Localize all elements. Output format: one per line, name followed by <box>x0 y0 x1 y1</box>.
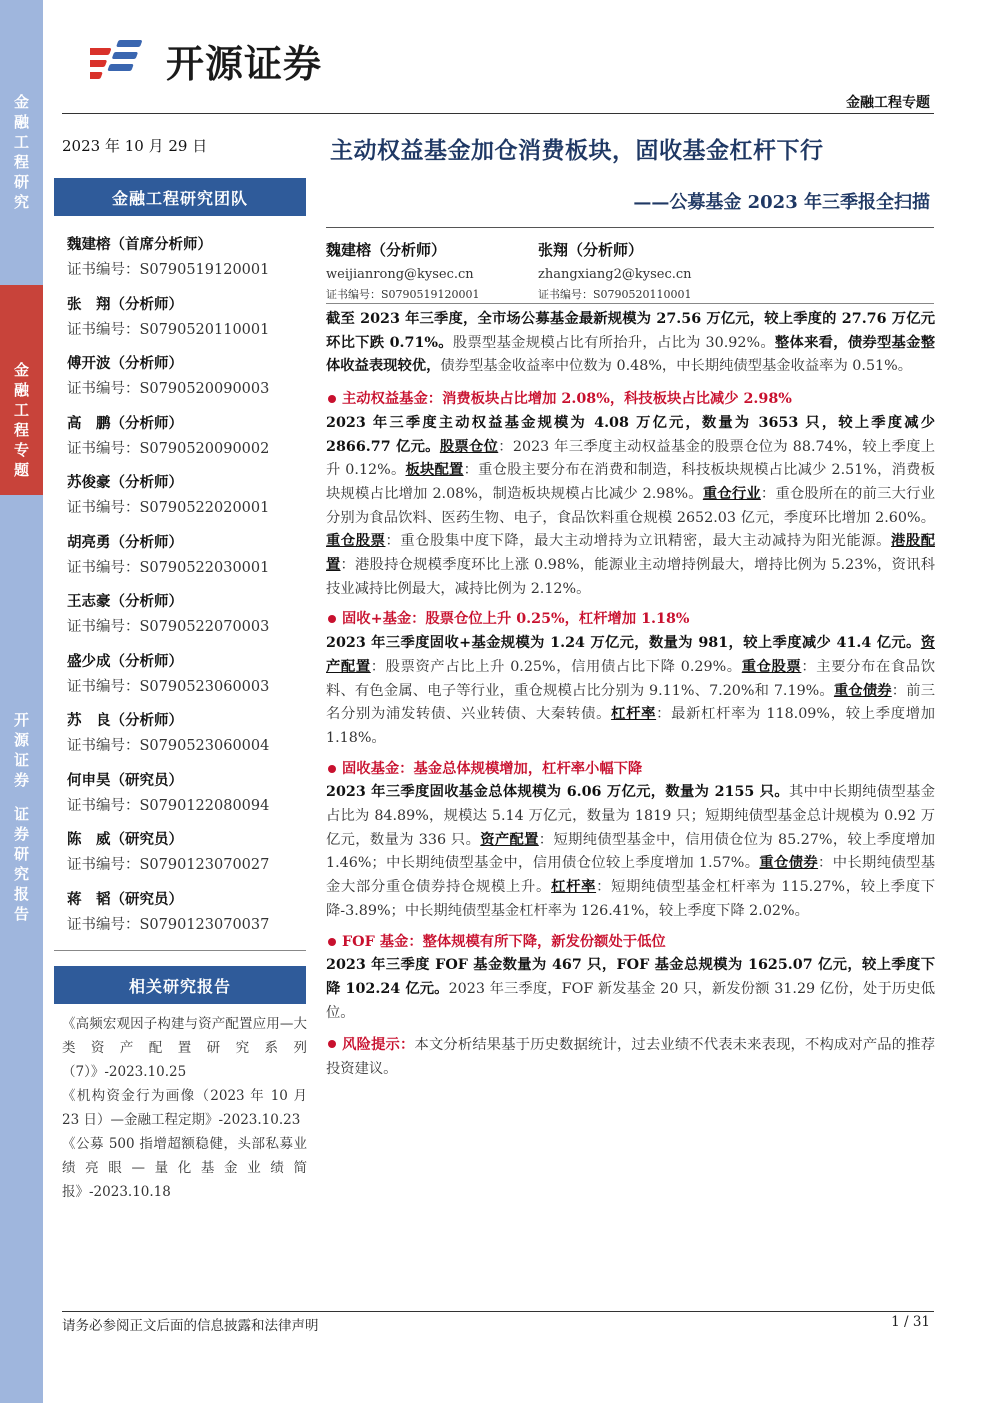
keyword-stock-position: 股票仓位 <box>439 438 499 455</box>
team-member-name: 胡亮勇（分析师） <box>67 533 183 551</box>
team-member <box>67 471 307 531</box>
header-divider <box>62 113 934 114</box>
related-report-item[interactable]: 《机构资金行为画像（2023 年 10 月 23 日）—金融工程定期》-2023.10.23 <box>62 1088 307 1128</box>
team-member <box>67 531 307 591</box>
team-member <box>67 590 307 650</box>
fixed-plus-bold: 2023 年三季度固收+基金规模为 1.24 万亿元，数量为 981，较上季度减少 41.4 亿元。 <box>326 635 921 652</box>
team-member-cert: 证书编号：S0790123070027 <box>67 857 270 873</box>
team-member <box>67 828 307 888</box>
fixed-text: 其中中长期纯债型基金占比为 84.89%，规模达 5.14 万亿元，数量为 1819 只；短期纯债型基金总计规模为 0.92 万亿元，数量为 336 只。 <box>326 784 936 848</box>
team-member-cert: 证书编号：S0790520110001 <box>67 321 270 338</box>
bullet-icon <box>328 395 336 403</box>
logo-text: 开源证券 <box>166 42 323 86</box>
author-cert: 证书编号：S0790520110001 <box>538 288 692 301</box>
related-report-item[interactable]: 《高频宏观因子构建与资产配置应用—大类资产配置研究系列（7）》-2023.10.25 <box>62 1016 307 1080</box>
team-member-name: 苏 良（分析师） <box>67 712 183 729</box>
team-member <box>67 412 307 472</box>
report-subtitle: ——公募基金 2023 年三季报全扫描 <box>633 192 930 213</box>
team-member-cert: 证书编号：S0790522030001 <box>67 559 270 576</box>
keyword-hk-stocks: 港股配置 <box>326 533 936 574</box>
section-heading-fixed <box>326 758 935 782</box>
team-member <box>67 293 307 353</box>
team-member <box>67 888 307 948</box>
fof-text: 2023 年三季度，FOF 新发基金 20 只，新发份额 31.29 亿份，处于历史低位。 <box>326 980 935 1021</box>
page-number: 1 / 31 <box>891 1314 930 1330</box>
team-member-name: 王志豪（分析师） <box>67 593 183 610</box>
intro-bold: 截至 2023 年三季度，全市场公募基金最新规模为 27.56 万亿元，较上季度的 27.76 万亿元环比下跌 0.71%。 <box>326 311 935 351</box>
author-card <box>538 238 753 303</box>
footer-divider <box>62 1311 934 1312</box>
related-reports-list <box>62 1012 307 1204</box>
fof-paragraph <box>326 954 935 1025</box>
strip-label-report: 开 源 证 券 证 券 研 究 报 告 <box>0 495 43 1403</box>
keyword-asset-allocation: 资产配置 <box>326 635 935 675</box>
team-member-cert: 证书编号：S0790522020001 <box>67 500 270 516</box>
team-member-name: 高 鹏（分析师） <box>67 414 183 432</box>
author-divider <box>326 303 934 304</box>
team-member-cert: 证书编号：S0790519120001 <box>67 262 270 278</box>
team-list <box>67 233 307 947</box>
section-heading-text: 固收基金：基金总体规模增加，杠杆率小幅下降 <box>342 760 643 777</box>
team-member-name: 何申昊（研究员） <box>67 771 183 789</box>
equity-bold: 2023 年三季度主动权益基金规模为 4.08 万亿元，数量为 3653 只，较上季度减少 2866.77 亿元。 <box>326 414 935 455</box>
fixed-plus-text: ：最新杠杆率为 118.09%，较上季度增加 1.18%。 <box>326 706 936 746</box>
team-member-cert: 证书编号：S0790522070003 <box>67 619 270 635</box>
report-category: 金融工程专题 <box>846 95 930 111</box>
keyword-industry: 重仓行业 <box>702 485 761 502</box>
report-title: 主动权益基金加仓消费板块，固收基金杠杆下行 <box>330 137 824 164</box>
keyword-top-bonds: 重仓债券 <box>759 855 819 872</box>
equity-text: ：港股持仓规模季度环比上涨 0.98%，能源业主动增持例最大，增持比例为 5.23%，资讯科技业减持比例最大，减持比例为 2.12%。 <box>326 557 936 597</box>
equity-text: ：2023 年三季度主动权益基金的股票仓位为 88.74%，较上季度上升 0.12%。 <box>326 438 935 479</box>
equity-text: ：重仓股所在的前三大行业分别为食品饮料、医药生物、电子，食品饮料重仓规模 2652.03 亿元，季度环比增加 2.60%。 <box>326 485 935 526</box>
fixed-plus-paragraph <box>326 632 935 751</box>
team-member <box>67 233 307 293</box>
author-name: 张翔（分析师） <box>538 241 644 259</box>
footer-disclaimer: 请务必参阅正文后面的信息披露和法律声明 <box>62 1318 319 1334</box>
author-name: 魏建榕（分析师） <box>326 241 447 259</box>
related-report-item[interactable]: 《公募 500 指增超额稳健，头部私募业绩亮眼—量化基金业绩简报》-2023.10.18 <box>62 1136 307 1200</box>
fixed-plus-text: ：股票资产占比上升 0.25%，信用债占比下降 0.29%。 <box>370 658 742 675</box>
equity-paragraph <box>326 412 935 602</box>
fixed-plus-text: ：主要分布在食品饮料、有色金属、电子等行业，重仓规模占比分别为 9.11%、7.20%和 7.19%。 <box>326 658 936 699</box>
team-member <box>67 769 307 829</box>
team-member-name: 陈 威（研究员） <box>67 831 183 848</box>
keyword-top-stocks: 重仓股票 <box>326 533 386 550</box>
related-heading: 相关研究报告 <box>54 966 306 1004</box>
team-member <box>67 650 307 710</box>
section-heading-fof <box>326 931 935 955</box>
team-heading: 金融工程研究团队 <box>54 178 306 216</box>
team-member-name: 盛少成（分析师） <box>67 652 183 670</box>
fixed-bold: 2023 年三季度固收基金总体规模为 6.06 万亿元，数量为 2155 只。 <box>326 784 789 801</box>
fof-bold: 2023 年三季度 FOF 基金数量为 467 只，FOF 基金总规模为 1625.07 亿元，较上季度下降 102.24 亿元。 <box>326 957 935 997</box>
team-member-name: 傅开波（分析师） <box>67 355 183 372</box>
strip-label-topic: 金 融 工 程 专 题 <box>0 285 43 495</box>
risk-text: 本文分析结果基于历史数据统计，过去业绩不代表未来表现，不构成对产品的推荐投资建议。 <box>326 1037 935 1078</box>
team-member-name: 蒋 韬（研究员） <box>67 890 183 908</box>
fixed-paragraph <box>326 781 935 923</box>
risk-paragraph <box>326 1034 935 1081</box>
bullet-icon <box>328 1040 336 1048</box>
fixed-plus-text: ：前三名分别为浦发转债、兴业转债、大秦转债。 <box>326 682 936 723</box>
equity-text: ：重仓股主要分布在消费和制造，科技板块规模占比减少 2.51%，消费板块规模占比增加 2.08%，制造板块规模占比减少 2.98%。 <box>326 462 935 502</box>
intro-text: 股票型基金规模占比有所抬升，占比为 30.92%。 <box>452 334 775 351</box>
intro-paragraph <box>326 308 935 379</box>
title-divider <box>326 227 934 228</box>
keyword-top-stocks: 重仓股票 <box>741 658 802 675</box>
risk-label: 风险提示： <box>342 1037 415 1054</box>
team-member-name: 魏建榕（首席分析师） <box>67 236 212 253</box>
team-divider <box>54 950 306 951</box>
keyword-asset-allocation: 资产配置 <box>480 831 539 848</box>
fixed-text: ：中长期纯债型基金大部分重仓债券持仓规模上升。 <box>326 855 935 896</box>
keyword-leverage: 杠杆率 <box>551 879 597 896</box>
keyword-leverage: 杠杆率 <box>611 706 657 723</box>
team-member-cert: 证书编号：S0790123070037 <box>67 916 270 933</box>
fixed-text: ：短期纯债型基金中，信用债仓位为 85.27%，较上季度增加 1.46%；中长期纯债型基金中，信用债仓位较上季度增加 1.57%。 <box>326 831 935 872</box>
author-card <box>326 238 541 303</box>
team-member <box>67 352 307 412</box>
team-member-cert: 证书编号：S0790520090002 <box>67 440 270 457</box>
bullet-icon <box>328 765 336 773</box>
team-member-cert: 证书编号：S0790520090003 <box>67 381 270 397</box>
team-member-name: 张 翔（分析师） <box>67 295 183 313</box>
fixed-text: ：短期纯债型基金杠杆率为 115.27%，较上季度下降-3.89%；中长期纯债型基金杠杆率为 126.41%，较上季度下降 2.02%。 <box>326 879 936 919</box>
section-heading-equity <box>326 388 935 412</box>
team-member <box>67 709 307 769</box>
team-member-cert: 证书编号：S0790122080094 <box>67 797 270 814</box>
team-member-name: 苏俊豪（分析师） <box>67 474 183 491</box>
bullet-icon <box>328 615 336 623</box>
keyword-sector: 板块配置 <box>405 462 464 479</box>
team-member-cert: 证书编号：S0790523060004 <box>67 738 270 754</box>
section-heading-text: 主动权益基金：消费板块占比增加 2.08%，科技板块占比减少 2.98% <box>342 391 792 408</box>
intro-bold: 整体来看，债券型基金整体收益表现较优， <box>326 334 936 375</box>
intro-text: 债券型基金收益率中位数为 0.48%，中长期纯债型基金收益率为 0.51%。 <box>440 358 913 375</box>
report-summary <box>326 308 935 1082</box>
author-cert: 证书编号：S0790519120001 <box>326 288 480 301</box>
report-date: 2023 年 10 月 29 日 <box>62 137 208 155</box>
author-email[interactable]: weijianrong@kysec.cn <box>326 267 474 282</box>
bullet-icon <box>328 938 336 946</box>
team-member-cert: 证书编号：S0790523060003 <box>67 678 270 695</box>
logo-mark-icon <box>90 36 156 86</box>
author-email[interactable]: zhangxiang2@kysec.cn <box>538 267 692 282</box>
keyword-top-bonds: 重仓债券 <box>833 682 892 699</box>
strip-label-research: 金 融 工 程 研 究 <box>0 0 43 285</box>
section-heading-fixed-plus <box>326 608 935 632</box>
section-heading-text: FOF 基金：整体规模有所下降，新发份额处于低位 <box>342 933 666 950</box>
company-logo <box>90 33 322 88</box>
equity-text: ：重仓股集中度下降，最大主动增持为立讯精密，最大主动减持为阳光能源。 <box>385 533 891 550</box>
section-heading-text: 固收+基金：股票仓位上升 0.25%，杠杆增加 1.18% <box>342 611 690 628</box>
